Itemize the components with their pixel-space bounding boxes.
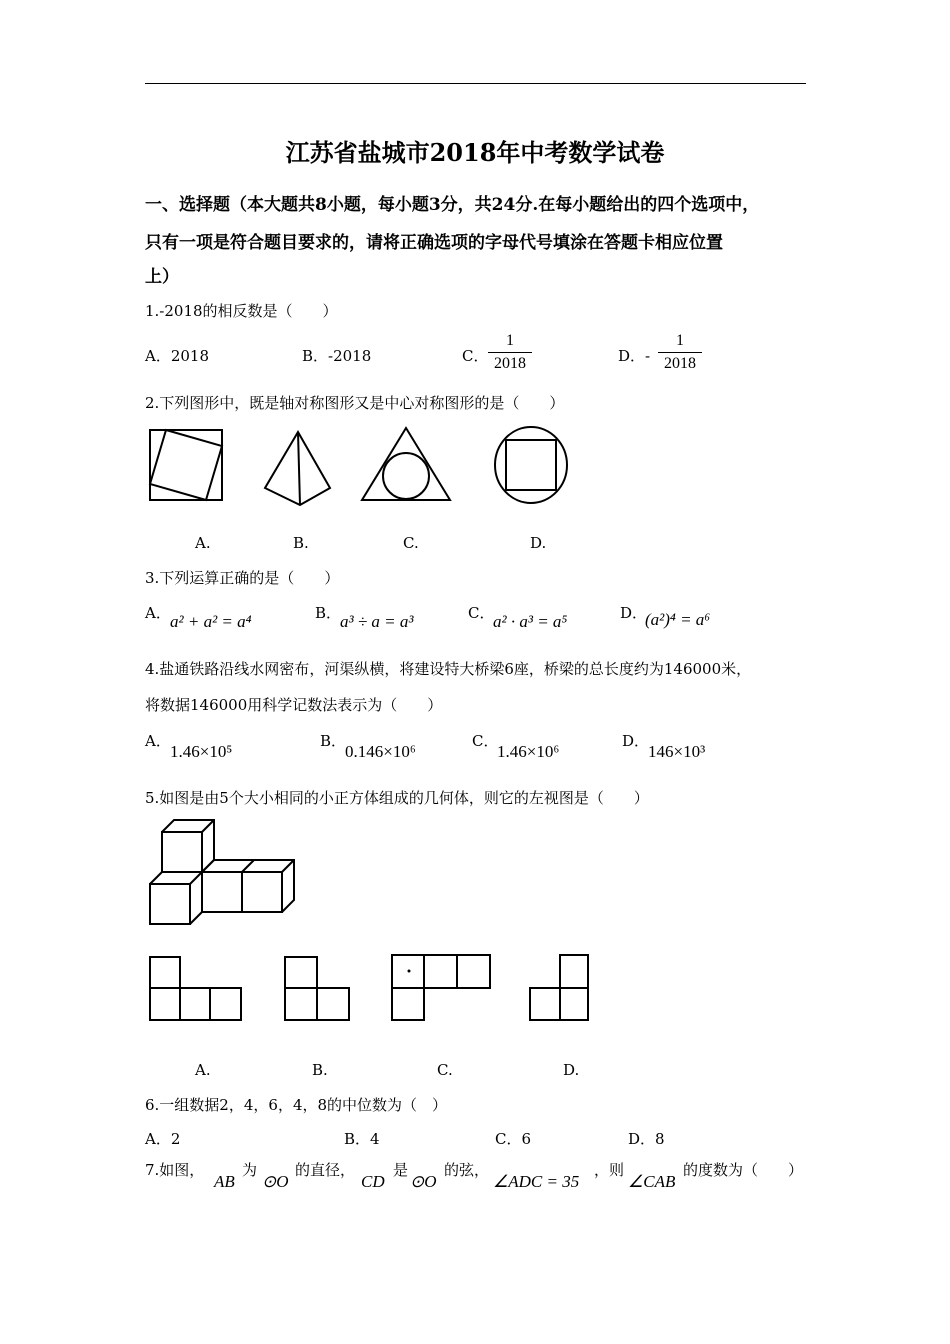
q3-option-a-expr: a² + a² = a⁴	[170, 612, 252, 631]
q4-stem-line-2: 将数据146000用科学记数法表示为（ ）	[145, 696, 443, 714]
q3-option-d-label: D．	[620, 604, 648, 622]
q1-option-b: B．-2018	[302, 347, 372, 365]
section-heading-line-2: 只有一项是符合题目要求的，请将正确选项的字母代号填涂在答题卡相应位置	[145, 233, 723, 253]
fraction-numerator: 1	[506, 332, 514, 349]
q4-option-c-label: C．	[472, 732, 499, 750]
q6-stem: 6.一组数据2，4，6，4，8的中位数为（ ）	[145, 1096, 448, 1114]
section-heading-line-1: 一、选择题（本大题共8小题，每小题3分，共24分.在每小题给出的四个选项中，	[145, 195, 760, 215]
q2-label-d: D.	[530, 534, 547, 552]
q7-text-3: 的直径，	[295, 1161, 356, 1179]
q5-option-a-figure	[150, 957, 241, 1020]
q2-stem: 2.下列图形中，既是轴对称图形又是中心对称图形的是（ ）	[145, 394, 565, 412]
q5-option-d-figure	[530, 955, 588, 1020]
q7-text-5: 的弦，	[444, 1161, 490, 1179]
q7-math-cd: CD	[361, 1172, 385, 1191]
q7-math-ab: AB	[214, 1172, 235, 1191]
q4-option-c-expr: 1.46×10⁶	[497, 742, 560, 761]
q1-option-c-label: C．	[462, 347, 489, 365]
q4-option-d-expr: 146×10³	[648, 742, 706, 761]
q6-option-b: B．4	[344, 1130, 380, 1148]
fraction-numerator: 1	[676, 332, 684, 349]
page-title: 江苏省盐城市2018年中考数学试卷	[285, 138, 665, 167]
q6-option-d: D．8	[628, 1130, 665, 1148]
q1-option-d-label: D．-	[618, 347, 651, 365]
q3-option-b-expr: a³ ÷ a = a³	[340, 612, 414, 631]
q5-label-a: A.	[195, 1061, 211, 1079]
q4-option-a-label: A．	[145, 732, 171, 750]
q2-label-a: A.	[195, 534, 211, 552]
q3-stem: 3.下列运算正确的是（ ）	[145, 569, 340, 587]
q3-option-c-expr: a² · a³ = a⁵	[493, 612, 568, 631]
q5-stem: 5.如图是由5个大小相同的小正方体组成的几何体，则它的左视图是（ ）	[145, 789, 649, 807]
q7-text-7: 的度数为（ ）	[683, 1161, 804, 1179]
q1-option-a: A．2018	[145, 347, 210, 365]
q3-option-c-label: C．	[468, 604, 495, 622]
q3-option-a-label: A．	[145, 604, 171, 622]
q2-label-b: B.	[293, 534, 309, 552]
q6-option-a: A．2	[145, 1130, 181, 1148]
q7-math-circle-o-2: ⊙O	[410, 1172, 437, 1191]
q5-option-b-figure	[285, 957, 349, 1020]
q2-label-c: C.	[403, 534, 419, 552]
q5-solid-figure	[150, 820, 294, 924]
q3-option-b-label: B．	[315, 604, 342, 622]
q4-stem-line-1: 4.盐通铁路沿线水网密布，河渠纵横，将建设特大桥梁6座，桥梁的总长度约为146000米，	[145, 660, 752, 678]
section-heading-line-3: 上）	[145, 267, 179, 287]
q5-label-c: C.	[437, 1061, 453, 1079]
q3-option-d-expr: (a²)⁴ = a⁶	[645, 610, 711, 629]
q4-option-b-label: B．	[320, 732, 347, 750]
q5-label-b: B.	[312, 1061, 328, 1079]
q7-math-circle-o: ⊙O	[262, 1172, 289, 1191]
q7-text-4: 是	[393, 1161, 409, 1179]
q5-label-d: D.	[563, 1061, 580, 1079]
q4-option-b-expr: 0.146×10⁶	[345, 742, 416, 761]
q4-option-a-expr: 1.46×10⁵	[170, 742, 233, 761]
q7-text-1: 7.如图，	[145, 1161, 205, 1179]
q7-text-2: 为	[242, 1161, 258, 1179]
q6-option-c: C．6	[495, 1130, 532, 1148]
q7-math-angle-adc: ∠ADC = 35	[493, 1172, 580, 1191]
fraction-denominator: 2018	[664, 355, 696, 372]
q7-math-angle-cab: ∠CAB	[628, 1172, 676, 1191]
q1-stem: 1.-2018的相反数是（ ）	[145, 302, 338, 320]
q5-option-c-figure	[392, 955, 490, 1020]
q7-text-6: ，则	[594, 1161, 625, 1179]
fraction-denominator: 2018	[494, 355, 526, 372]
q4-option-d-label: D．	[622, 732, 650, 750]
